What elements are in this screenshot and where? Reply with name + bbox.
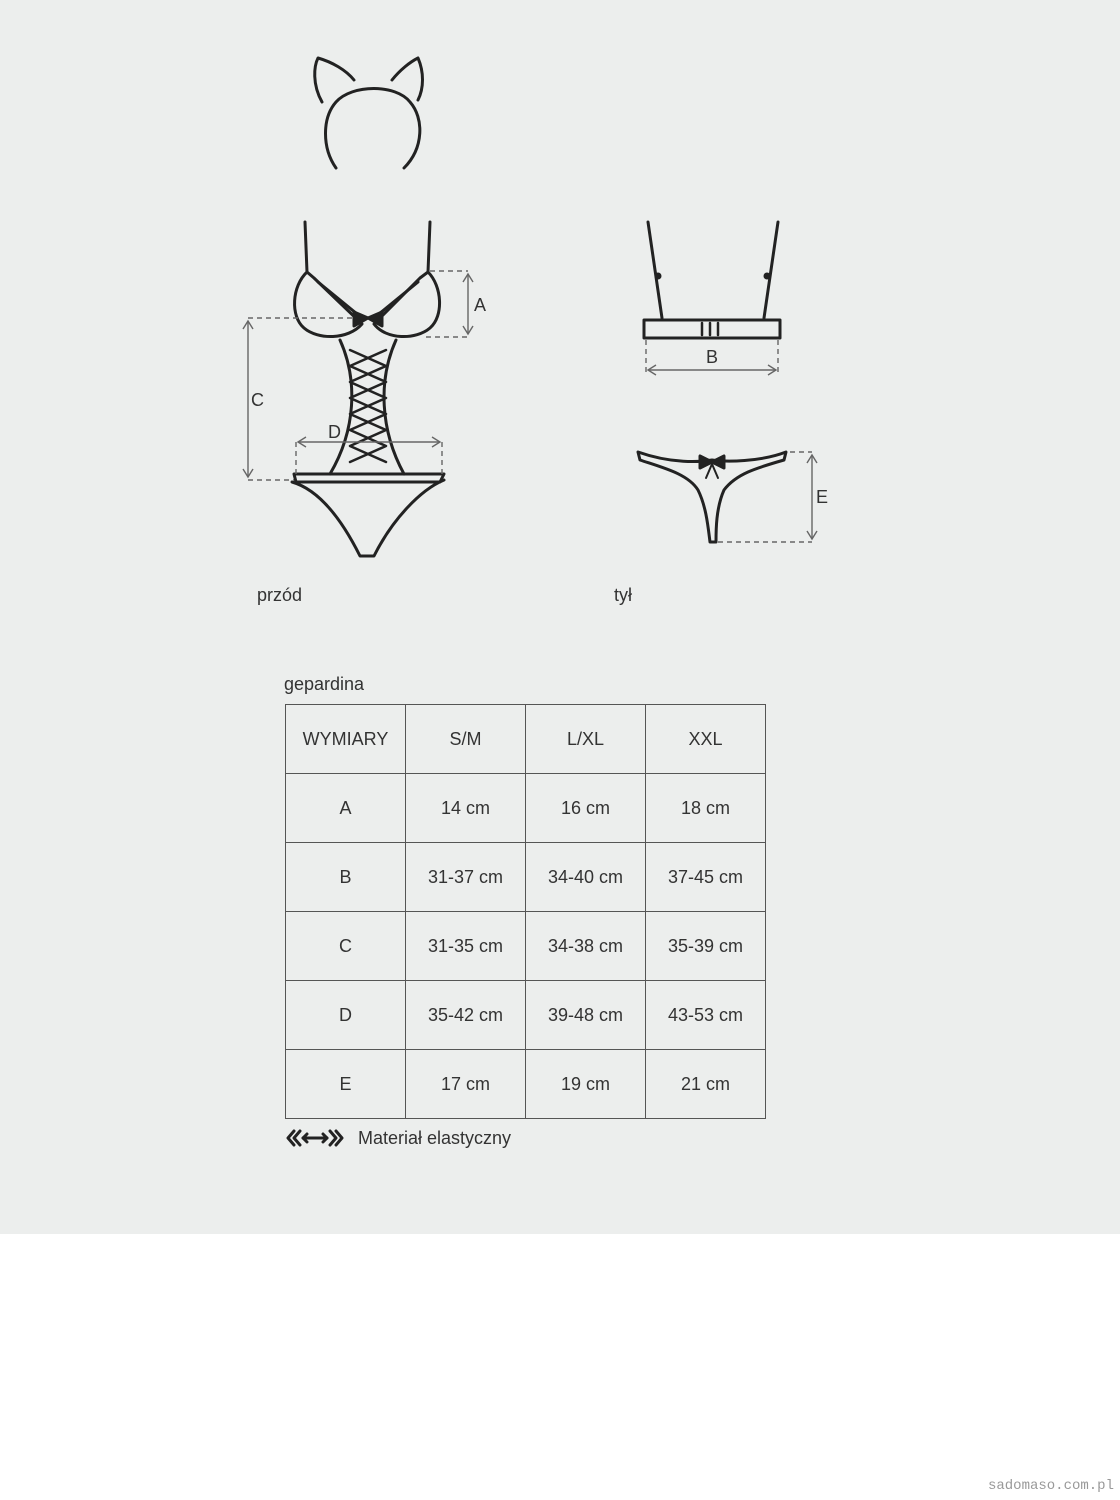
elastic-arrows-icon (286, 1128, 344, 1148)
table-cell: 31-35 cm (406, 912, 526, 981)
table-row (286, 912, 766, 981)
table-cell: 31-37 cm (406, 843, 526, 912)
table-cell: A (286, 774, 406, 843)
table-cell: 16 cm (526, 774, 646, 843)
table-cell: 37-45 cm (646, 843, 766, 912)
table-header-cell: L/XL (526, 705, 646, 774)
table-header-cell: WYMIARY (286, 705, 406, 774)
table-cell: 34-40 cm (526, 843, 646, 912)
front-view-label: przód (257, 585, 303, 605)
watermark: sadomaso.com.pl (987, 1478, 1114, 1494)
table-cell: 19 cm (526, 1050, 646, 1119)
table-header-cell: S/M (406, 705, 526, 774)
dimension-e-label: E (816, 487, 829, 507)
table-cell: D (286, 981, 406, 1050)
dimension-b-label: B (706, 347, 719, 367)
table-cell: 39-48 cm (526, 981, 646, 1050)
headband-drawing (315, 58, 423, 168)
table-cell: C (286, 912, 406, 981)
table-header-row (286, 705, 766, 774)
dimension-a-label: A (474, 295, 487, 315)
table-header-cell: XXL (646, 705, 766, 774)
table-cell: 14 cm (406, 774, 526, 843)
size-table (285, 704, 766, 1119)
back-view-label: tył (614, 585, 632, 605)
table-cell: E (286, 1050, 406, 1119)
table-row (286, 774, 766, 843)
legend-text: Materiał elastyczny (358, 1127, 512, 1148)
thong-back-drawing (638, 452, 786, 542)
table-cell: B (286, 843, 406, 912)
table-cell: 17 cm (406, 1050, 526, 1119)
table-row (286, 981, 766, 1050)
legend (286, 1126, 511, 1150)
dimension-d-label: D (328, 422, 341, 442)
table-cell: 35-39 cm (646, 912, 766, 981)
teddy-front-drawing (292, 222, 444, 556)
table-row (286, 843, 766, 912)
garment-diagram (0, 0, 1120, 640)
table-cell: 18 cm (646, 774, 766, 843)
product-name: gepardina (284, 674, 365, 694)
bra-back-drawing (644, 222, 780, 338)
table-cell: 43-53 cm (646, 981, 766, 1050)
table-cell: 34-38 cm (526, 912, 646, 981)
table-cell: 35-42 cm (406, 981, 526, 1050)
table-row (286, 1050, 766, 1119)
table-cell: 21 cm (646, 1050, 766, 1119)
dimension-c-label: C (251, 390, 264, 410)
